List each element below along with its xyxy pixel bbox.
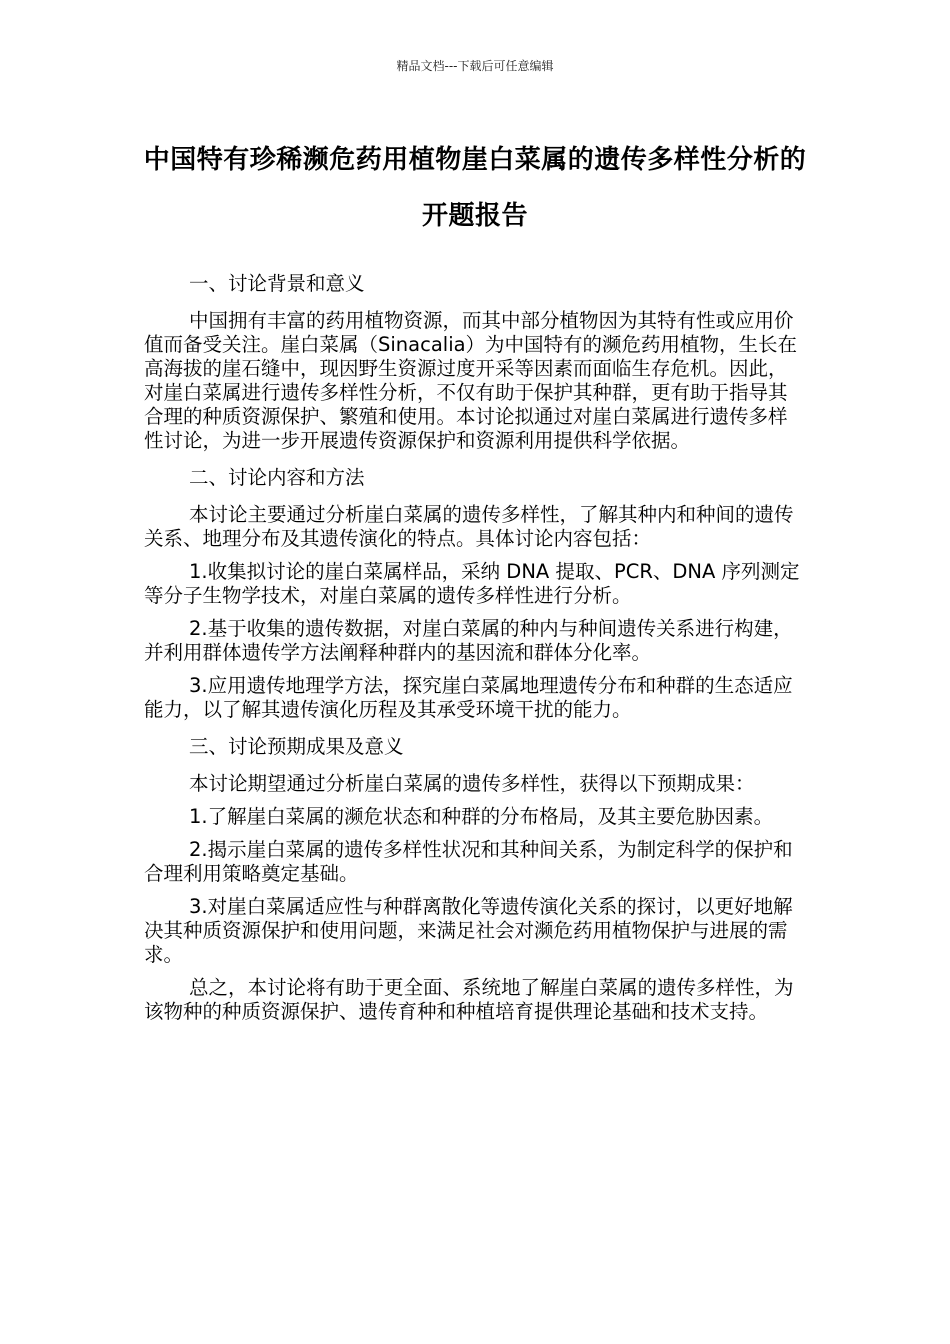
paragraph: 本讨论期望通过分析崖白菜属的遗传多样性，获得以下预期成果： bbox=[189, 772, 755, 795]
list-item: 2.基于收集的遗传数据，对崖白菜属的种内与种间遗传关系进行构建，并利用群体遗传学方法阐释种群内的基因流和群体分化率。 bbox=[144, 617, 793, 664]
header-note: 精品文档---下载后可任意编辑 bbox=[396, 59, 554, 73]
list-item: 3.应用遗传地理学方法，探究崖白菜属地理遗传分布和种群的生态适应能力，以了解其遗传演化历程及其承受环境干扰的能力。 bbox=[144, 674, 793, 721]
document-title: 中国特有珍稀濒危药用植物崖白菜属的遗传多样性分析的开题报告 bbox=[143, 145, 807, 231]
section-heading: 一、讨论背景和意义 bbox=[189, 272, 365, 295]
list-item: 1.收集拟讨论的崖白菜属样品，采纳 DNA 提取、PCR、DNA 序列测定等分子生物学技术，对崖白菜属的遗传多样性进行分析。 bbox=[144, 560, 800, 607]
list-item: 2.揭示崖白菜属的遗传多样性状况和其种间关系，为制定科学的保护和合理利用策略奠定基础。 bbox=[144, 838, 793, 885]
list-item: 3.对崖白菜属适应性与种群离散化等遗传演化关系的探讨，以更好地解决其种质资源保护和使用问题，来满足社会对濒危药用植物保护与进展的需求。 bbox=[144, 895, 793, 966]
conclusion-paragraph: 总之，本讨论将有助于更全面、系统地了解崖白菜属的遗传多样性，为该物种的种质资源保护、遗传育种和种植培育提供理论基础和技术支持。 bbox=[144, 976, 794, 1023]
section-heading: 三、讨论预期成果及意义 bbox=[189, 735, 404, 758]
section-heading: 二、讨论内容和方法 bbox=[189, 466, 365, 489]
list-item: 1.了解崖白菜属的濒危状态和种群的分布格局，及其主要危胁因素。 bbox=[189, 805, 774, 828]
document-body bbox=[144, 268, 806, 1033]
paragraph: 中国拥有丰富的药用植物资源，而其中部分植物因为其特有性或应用价值而备受关注。崖白菜属（Sinacalia）为中国特有的濒危药用植物，生长在高海拔的崖石缝中，现因野生资源过度开采等因素而面临生存危机。因此，对崖白菜属进行遗传多样性分析，不仅有助于保护其种群，更有助于指导其合理的种质资源保护、繁殖和使用。本讨论拟通过对崖白菜属进行遗传多样性讨论，为进一步开展遗传资源保护和资源利用提供科学依据。 bbox=[144, 309, 798, 452]
paragraph: 本讨论主要通过分析崖白菜属的遗传多样性，了解其种内和种间的遗传关系、地理分布及其遗传演化的特点。具体讨论内容包括： bbox=[144, 503, 794, 550]
